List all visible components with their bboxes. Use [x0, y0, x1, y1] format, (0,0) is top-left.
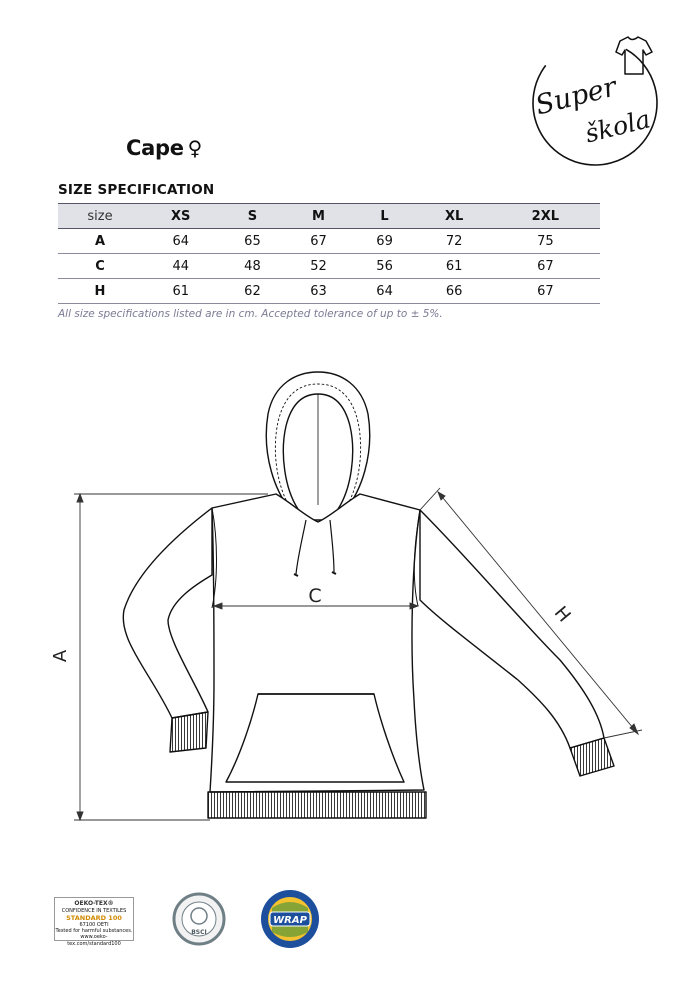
table-cell: 65: [244, 233, 261, 249]
table-cell: 67: [537, 258, 554, 274]
header-cell: 2XL: [531, 208, 560, 224]
size-table-header: [58, 204, 600, 229]
row-label: H: [94, 283, 106, 299]
logo-text-super: Super: [532, 71, 620, 122]
header-cell: L: [380, 208, 389, 224]
wrap-text: WRAP: [273, 915, 307, 926]
header-cell: size: [87, 208, 113, 224]
product-name: Cape: [126, 136, 184, 160]
label-a: A: [50, 649, 71, 663]
table-cell: 62: [244, 283, 261, 299]
row-label: C: [95, 258, 105, 274]
table-row: [58, 229, 600, 254]
table-cell: 52: [310, 258, 327, 274]
bsci-text: BSCI: [191, 929, 207, 936]
right-sleeve: [420, 510, 604, 748]
table-cell: 61: [172, 283, 189, 299]
waistband: [208, 792, 426, 818]
table-cell: 64: [172, 233, 189, 249]
wrap-badge: [258, 888, 322, 950]
oeko-tex-badge: [54, 897, 134, 947]
table-cell: 72: [445, 233, 463, 249]
hoodie-diagram: [0, 360, 700, 840]
table-row: [58, 279, 600, 304]
size-spec-heading: SIZE SPECIFICATION: [58, 182, 215, 198]
table-cell: 64: [376, 283, 393, 299]
table-cell: 63: [310, 283, 327, 299]
table-cell: 67: [537, 283, 554, 299]
table-cell: 67: [310, 233, 327, 249]
super-skola-logo: [524, 32, 666, 174]
logo-text-skola: škola: [582, 104, 654, 149]
oeko-title: OEKO-TEX®: [74, 900, 114, 907]
oeko-tested: Tested for harmful substances.: [55, 928, 133, 935]
header-cell: XS: [171, 208, 191, 224]
table-cell: 69: [376, 233, 393, 249]
table-cell: 75: [537, 233, 554, 249]
table-cell: 48: [244, 258, 261, 274]
left-sleeve: [123, 508, 212, 718]
female-icon: ♀: [187, 136, 203, 160]
header-cell: M: [312, 208, 325, 224]
header-cell: S: [247, 208, 258, 224]
label-c: C: [308, 585, 322, 607]
row-label: A: [94, 233, 106, 249]
table-cell: 66: [445, 283, 463, 299]
size-table: [58, 203, 600, 304]
table-cell: 61: [445, 258, 463, 274]
left-cuff: [170, 712, 208, 752]
oeko-code: 67100 OETI: [79, 921, 109, 928]
bsci-badge: [172, 892, 226, 946]
table-cell: 56: [376, 258, 393, 274]
oeko-standard: STANDARD 100: [66, 913, 122, 922]
oeko-url: www.oeko-tex.com/standard100: [67, 934, 121, 947]
label-h: H: [549, 602, 575, 627]
product-title: [126, 136, 202, 160]
oeko-sub: CONFIDENCE IN TEXTILES: [61, 907, 127, 914]
tolerance-note: All size specifications listed are in cm. Accepted tolerance of up to ± 5%.: [58, 308, 443, 320]
table-row: [58, 254, 600, 279]
table-cell: 44: [172, 258, 189, 274]
header-cell: XL: [445, 208, 464, 224]
